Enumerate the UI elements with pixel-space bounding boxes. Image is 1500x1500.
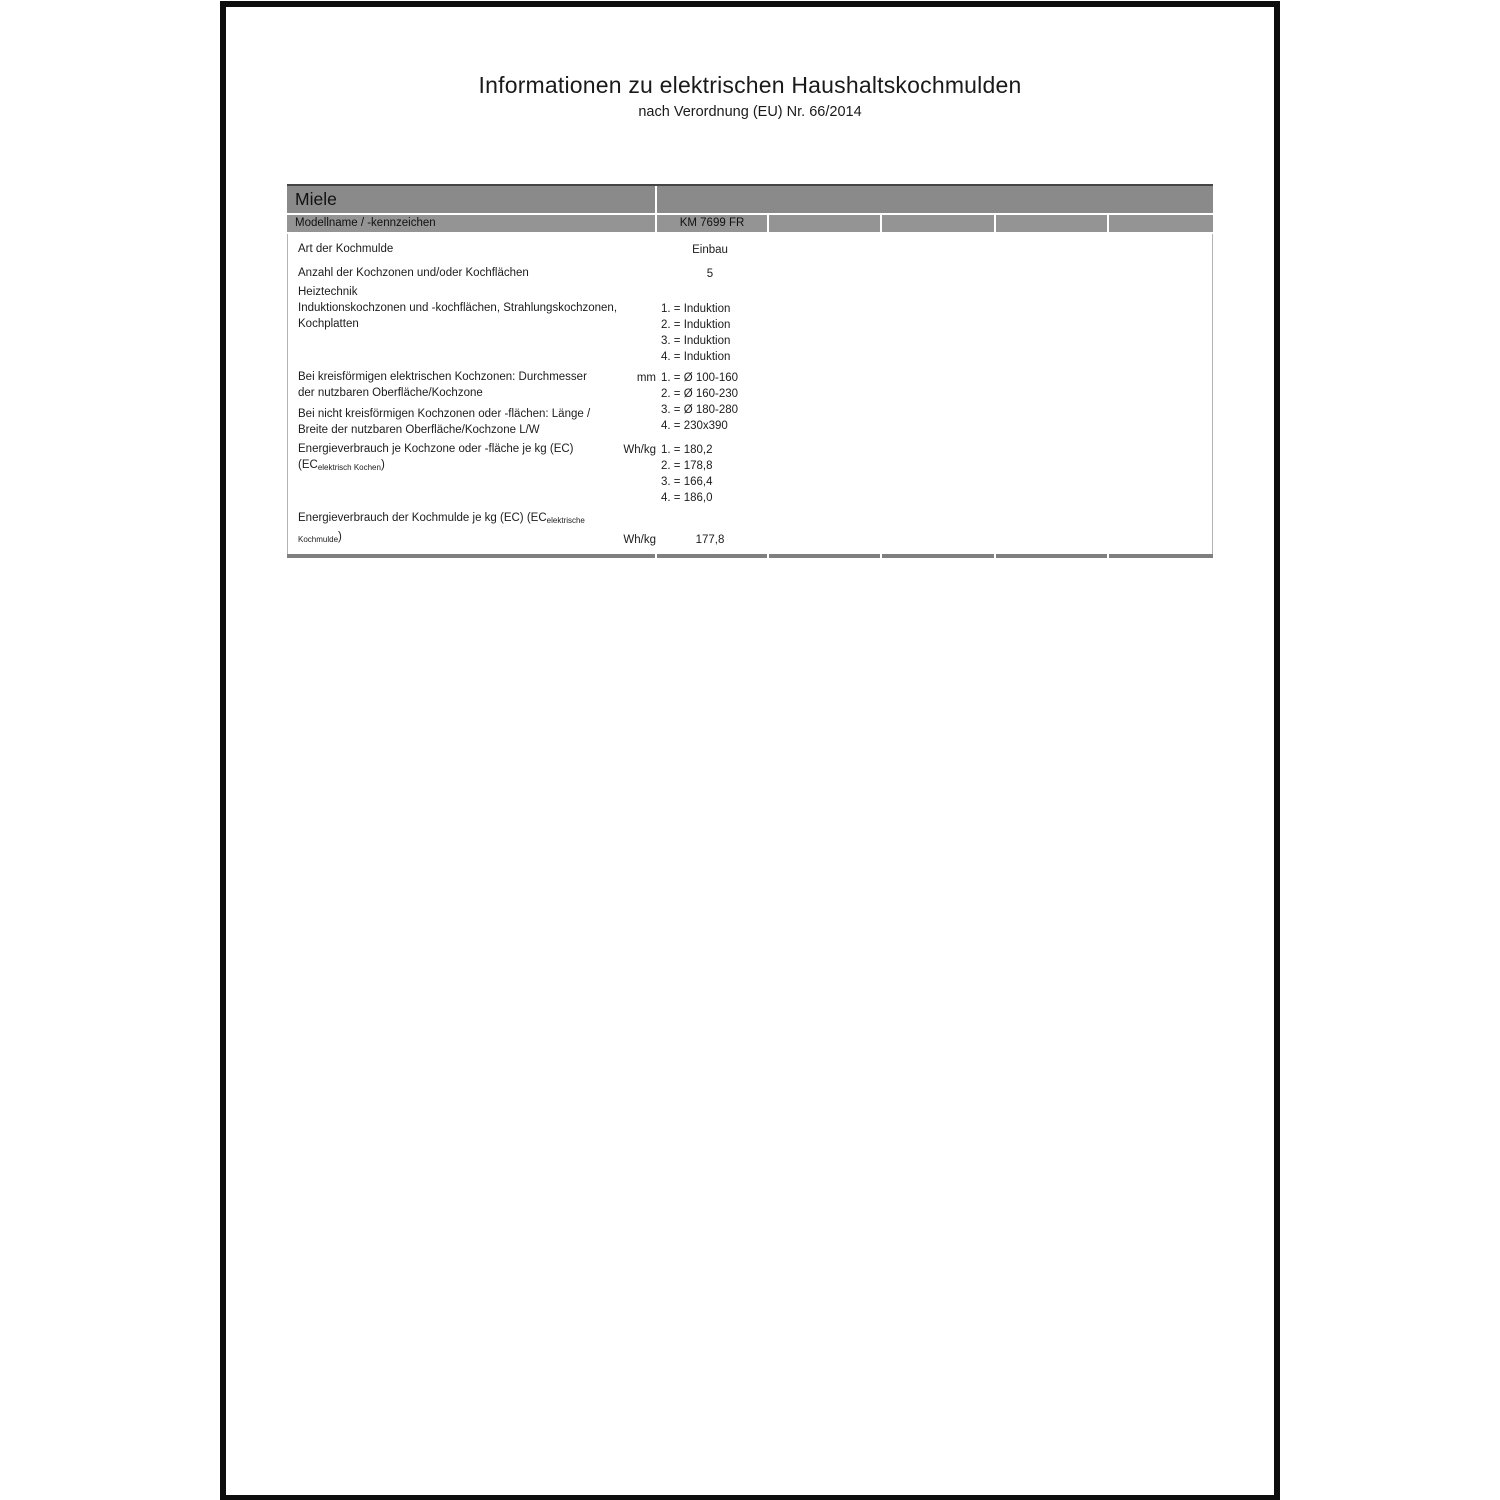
label-line: Heiztechnik bbox=[298, 286, 358, 298]
label-line: $_{Kochmulde}$) bbox=[298, 531, 342, 544]
row-unit bbox=[614, 265, 656, 282]
table-row bbox=[288, 506, 1212, 548]
label-block bbox=[298, 265, 614, 281]
row-unit: mm bbox=[636, 372, 656, 384]
label-line: der nutzbaren Oberfläche/Kochzone bbox=[298, 387, 483, 399]
row-values bbox=[656, 510, 764, 548]
row-label bbox=[288, 441, 614, 506]
subscript-text: elektrische bbox=[546, 516, 585, 525]
row-values bbox=[656, 284, 1212, 300]
label-line: Energieverbrauch der Kochmulde je kg (EC) ($EC_{elektrische}$ bbox=[298, 512, 585, 525]
subscript-text: elektrisch Kochen bbox=[317, 463, 381, 472]
label-line: Energieverbrauch je Kochzone oder -fläche je kg (EC) bbox=[298, 443, 574, 455]
label-block bbox=[298, 284, 614, 300]
label-line: Anzahl der Kochzonen und/oder Kochflächen bbox=[298, 267, 529, 279]
value-line: 3. = Ø 180-280 bbox=[661, 404, 739, 416]
value-line: 2. = 178,8 bbox=[661, 460, 713, 472]
bottom-border-segment bbox=[996, 554, 1107, 558]
row-values bbox=[656, 369, 1212, 438]
table-bottom-border bbox=[287, 554, 1213, 558]
row-unit: Wh/kg bbox=[623, 444, 656, 456]
row-label bbox=[288, 241, 614, 258]
label-line: Breite der nutzbaren Oberfläche/Kochzone L/W bbox=[298, 424, 540, 436]
table-row bbox=[288, 237, 1212, 258]
value-line: Einbau bbox=[692, 244, 728, 256]
model-label-cell: Modellname / -kennzeichen bbox=[287, 215, 655, 232]
value-line: 1. = Ø 100-160 bbox=[661, 372, 739, 384]
value-line: 4. = Induktion bbox=[661, 351, 731, 363]
label-line: Art der Kochmulde bbox=[298, 243, 394, 255]
table-row bbox=[288, 258, 1212, 282]
row-label bbox=[288, 300, 618, 365]
label-line: Bei nicht kreisförmigen Kochzonen oder -flächen: Länge / bbox=[298, 408, 591, 420]
model-empty-cell bbox=[882, 215, 994, 232]
value-line: 1. = Induktion bbox=[661, 303, 731, 315]
brand-filler-cell bbox=[657, 186, 1213, 213]
spec-table bbox=[287, 184, 1213, 558]
page-subtitle: nach Verordnung (EU) Nr. 66/2014 bbox=[638, 104, 862, 120]
label-block bbox=[298, 369, 614, 401]
model-header-row bbox=[287, 215, 1213, 232]
table-row bbox=[288, 365, 1212, 438]
label-block bbox=[298, 510, 614, 548]
subscript-text: Kochmulde bbox=[298, 535, 339, 544]
label-block bbox=[298, 300, 618, 332]
value-line: 3. = 166,4 bbox=[661, 476, 713, 488]
bottom-border-segment bbox=[657, 554, 767, 558]
row-label bbox=[288, 265, 614, 282]
value-line: 3. = Induktion bbox=[661, 335, 731, 347]
bottom-border-segment bbox=[1109, 554, 1213, 558]
row-label bbox=[288, 510, 614, 548]
value-line: 1. = 180,2 bbox=[661, 444, 713, 456]
table-body bbox=[287, 234, 1213, 554]
page-title: Informationen zu elektrischen Haushaltskochmulden bbox=[478, 72, 1022, 98]
bottom-border-segment bbox=[882, 554, 994, 558]
row-values bbox=[656, 265, 764, 282]
model-empty-cell bbox=[1109, 215, 1213, 232]
row-label bbox=[288, 369, 614, 438]
row-label bbox=[288, 284, 614, 300]
value-line: 2. = Ø 160-230 bbox=[661, 388, 739, 400]
row-unit bbox=[614, 284, 656, 300]
value-line: 2. = Induktion bbox=[661, 319, 731, 331]
table-row bbox=[288, 300, 1212, 365]
row-unit bbox=[614, 241, 656, 258]
bottom-border-segment bbox=[287, 554, 655, 558]
label-block bbox=[298, 406, 614, 438]
table-row bbox=[288, 438, 1212, 506]
value-line: 177,8 bbox=[695, 534, 725, 546]
model-empty-cell bbox=[769, 215, 880, 232]
table-row bbox=[288, 282, 1212, 300]
label-block bbox=[298, 241, 614, 257]
brand-header-row bbox=[287, 184, 1213, 213]
model-empty-cell bbox=[996, 215, 1107, 232]
bottom-border-segment bbox=[769, 554, 880, 558]
model-value-cell: KM 7699 FR bbox=[657, 215, 767, 232]
value-line: 4. = 230x390 bbox=[661, 420, 728, 432]
value-line: 5 bbox=[706, 268, 714, 280]
row-unit bbox=[614, 300, 656, 365]
label-block bbox=[298, 441, 614, 476]
row-values bbox=[656, 441, 1212, 506]
row-values bbox=[656, 300, 1212, 365]
label-line: Induktionskochzonen und -kochflächen, Strahlungskochzonen, bbox=[298, 302, 618, 314]
label-line: $(EC_{elektrisch Kochen})$ bbox=[298, 459, 385, 472]
label-line: Kochplatten bbox=[298, 318, 359, 330]
row-values bbox=[656, 241, 764, 258]
value-line: 4. = 186,0 bbox=[661, 492, 713, 504]
label-line: Bei kreisförmigen elektrischen Kochzonen: Durchmesser bbox=[298, 371, 587, 383]
row-unit: Wh/kg bbox=[623, 534, 656, 546]
brand-cell: Miele bbox=[287, 186, 655, 213]
